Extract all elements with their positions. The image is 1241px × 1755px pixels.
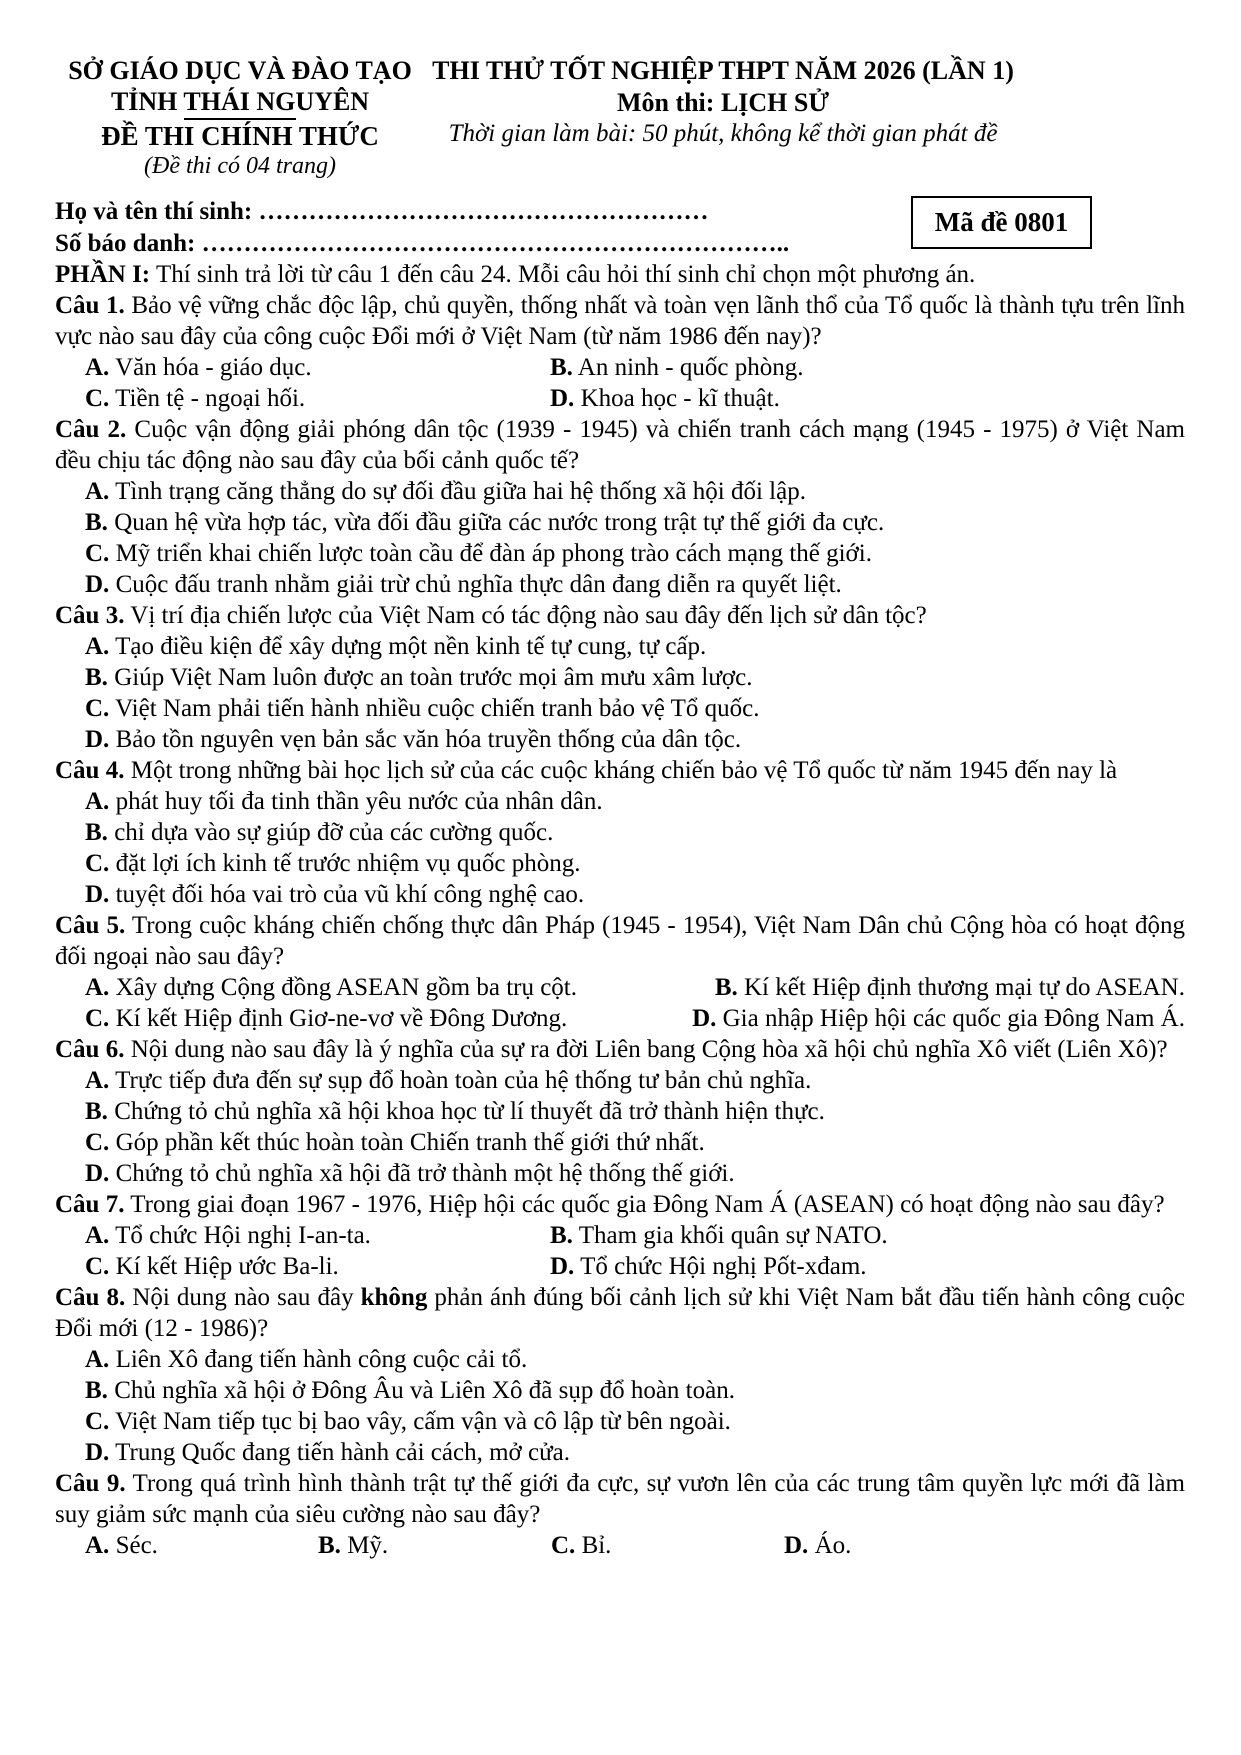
candidate-name-label: Họ và tên thí sinh: [55, 198, 253, 225]
question-7-option-C: C. Kí kết Hiệp ước Ba-li. [85, 1253, 339, 1280]
question-5-option-B: B. Kí kết Hiệp định thương mại tự do ASEAN. [714, 974, 1185, 1001]
question-2 [55, 414, 1185, 600]
question-3-option-D: D. Bảo tồn nguyên vẹn bản sắc văn hóa truyền thống của dân tộc. [85, 726, 742, 753]
question-1-option-B: B. An ninh - quốc phòng. [550, 354, 804, 381]
questions-list [55, 290, 1185, 1561]
subject-name: Môn thi: LỊCH SỬ [616, 88, 830, 117]
duration-note: Thời gian làm bài: 50 phút, không kể thời gian phát đề [448, 120, 998, 147]
candidate-id-blank: …………………………………………………………….. [195, 229, 790, 257]
question-8-option-B: B. Chủ nghĩa xã hội ở Đông Âu và Liên Xô đã sụp đổ hoàn toàn. [85, 1377, 735, 1404]
question-4-option-B: B. chỉ dựa vào sự giúp đỡ của các cường quốc. [85, 819, 554, 846]
exam-title-block [425, 54, 1015, 150]
question-9 [55, 1468, 1185, 1561]
question-6-text: Câu 6. Nội dung nào sau đây là ý nghĩa của sự ra đời Liên bang Cộng hòa xã hội chủ nghĩa Xô viết (Liên Xô)? [55, 1036, 1168, 1063]
question-2-option-C: C. Mỹ triển khai chiến lược toàn cầu để đàn áp phong trào cách mạng thế giới. [85, 540, 872, 567]
question-1-text: Câu 1. Bảo vệ vững chắc độc lập, chủ quyền, thống nhất và toàn vẹn lãnh thổ của Tổ quốc là thành tựu trên lĩnh vực nào sau đây của công cuộc Đổi mới ở Việt Nam (từ năm 1986 đến nay)? [55, 292, 1185, 350]
question-2-options [55, 476, 1185, 600]
question-5 [55, 910, 1185, 1034]
question-5-option-A: A. Xây dựng Cộng đồng ASEAN gồm ba trụ cột. [85, 974, 578, 1001]
exam-code-box [911, 196, 1092, 249]
question-3-option-B: B. Giúp Việt Nam luôn được an toàn trước mọi âm mưu xâm lược. [85, 664, 753, 691]
question-9-option-B: B. Mỹ. [318, 1532, 389, 1559]
issuing-authority-block [55, 54, 425, 182]
question-4-option-D: D. tuyệt đối hóa vai trò của vũ khí công nghệ cao. [85, 881, 585, 908]
question-7-option-A: A. Tổ chức Hội nghị I-an-ta. [85, 1222, 371, 1249]
pages-note: (Đề thi có 04 trang) [144, 153, 336, 179]
question-5-options [55, 972, 1185, 1034]
question-4-option-A: A. phát huy tối đa tinh thần yêu nước của nhân dân. [85, 788, 603, 815]
part1-instruction: Thí sinh trả lời từ câu 1 đến câu 24. Mỗi câu hỏi thí sinh chỉ chọn một phương án. [150, 261, 976, 288]
question-6-options [55, 1065, 1185, 1189]
question-6-option-C: C. Góp phần kết thúc hoàn toàn Chiến tranh thế giới thứ nhất. [85, 1129, 705, 1156]
question-9-option-D: D. Áo. [784, 1532, 852, 1559]
question-4-text: Câu 4. Một trong những bài học lịch sử của các cuộc kháng chiến bảo vệ Tổ quốc từ năm 1945 đến nay là [55, 757, 1118, 784]
question-5-text: Câu 5. Trong cuộc kháng chiến chống thực dân Pháp (1945 - 1954), Việt Nam Dân chủ Cộng hòa có hoạt động đối ngoại nào sau đây? [55, 912, 1185, 970]
question-5-options-row [55, 972, 1185, 1003]
part1-heading [55, 259, 1185, 290]
question-9-option-A: A. Séc. [85, 1532, 158, 1559]
question-6 [55, 1034, 1185, 1189]
question-3 [55, 600, 1185, 755]
official-exam-label: ĐỀ THI CHÍNH THỨC [101, 121, 379, 151]
exam-code-text: Mã đề 0801 [934, 207, 1069, 237]
question-9-options [55, 1530, 1185, 1561]
question-4-option-C: C. đặt lợi ích kinh tế trước nhiệm vụ quốc phòng. [85, 850, 581, 877]
question-6-option-D: D. Chứng tỏ chủ nghĩa xã hội đã trở thành một hệ thống thế giới. [85, 1160, 735, 1187]
question-1-options [55, 352, 1185, 414]
question-2-option-A: A. Tình trạng căng thẳng do sự đối đầu giữa hai hệ thống xã hội đối lập. [85, 478, 806, 505]
exam-title: THI THỬ TỐT NGHIỆP THPT NĂM 2026 (LẦN 1) [432, 56, 1014, 85]
candidate-name-blank: ……………………………………………… [252, 198, 709, 225]
province-name: TỈNH THÁI NGUYÊN [110, 87, 370, 116]
question-8-option-D: D. Trung Quốc đang tiến hành cải cách, mở cửa. [85, 1439, 570, 1466]
question-5-option-C: C. Kí kết Hiệp định Giơ-ne-vơ về Đông Dương. [85, 1005, 568, 1032]
question-1-option-C: C. Tiền tệ - ngoại hối. [85, 385, 306, 412]
part1-label: PHẦN I: [55, 261, 151, 288]
question-1-option-D: D. Khoa học - kĩ thuật. [550, 385, 780, 412]
question-1 [55, 290, 1185, 414]
question-9-option-C: C. Bỉ. [551, 1532, 612, 1559]
question-2-text: Câu 2. Cuộc vận động giải phóng dân tộc (1939 - 1945) và chiến tranh cách mạng (1945 - 1975) ở Việt Nam đều chịu tác động nào sau đây của bối cảnh quốc tế? [55, 416, 1185, 474]
question-8-text: Câu 8. Nội dung nào sau đây không phản ánh đúng bối cảnh lịch sử khi Việt Nam bắt đầu tiến hành công cuộc Đổi mới (12 - 1986)? [55, 1284, 1185, 1342]
question-4-options [55, 786, 1185, 910]
header-divider-rule [184, 118, 296, 120]
question-4 [55, 755, 1185, 910]
question-8-option-A: A. Liên Xô đang tiến hành công cuộc cải tổ. [85, 1346, 528, 1373]
exam-header [55, 54, 1185, 182]
question-6-option-A: A. Trực tiếp đưa đến sự sụp đổ hoàn toàn của hệ thống tư bản chủ nghĩa. [85, 1067, 812, 1094]
question-2-option-B: B. Quan hệ vừa hợp tác, vừa đối đầu giữa các nước trong trật tự thế giới đa cực. [85, 509, 885, 536]
question-5-option-D: D. Gia nhập Hiệp hội các quốc gia Đông Nam Á. [692, 1005, 1185, 1032]
question-7-text: Câu 7. Trong giai đoạn 1967 - 1976, Hiệp hội các quốc gia Đông Nam Á (ASEAN) có hoạt động nào sau đây? [55, 1191, 1165, 1218]
question-8-option-C: C. Việt Nam tiếp tục bị bao vây, cấm vận và cô lập từ bên ngoài. [85, 1408, 731, 1435]
question-9-text: Câu 9. Trong quá trình hình thành trật tự thế giới đa cực, sự vươn lên của các trung tâm quyền lực mới đã làm suy giảm sức mạnh của siêu cường nào sau đây? [55, 1470, 1185, 1528]
question-7-option-D: D. Tổ chức Hội nghị Pốt-xđam. [550, 1253, 867, 1280]
question-3-options [55, 631, 1185, 755]
department-name: SỞ GIÁO DỤC VÀ ĐÀO TẠO [68, 56, 412, 85]
question-5-options-row [55, 1003, 1185, 1034]
question-3-option-A: A. Tạo điều kiện để xây dựng một nền kinh tế tự cung, tự cấp. [85, 633, 707, 660]
question-7-option-B: B. Tham gia khối quân sự NATO. [550, 1222, 888, 1249]
candidate-id-label: Số báo danh: [55, 229, 196, 257]
question-7-options [55, 1220, 1185, 1282]
question-2-option-D: D. Cuộc đấu tranh nhằm giải trừ chủ nghĩa thực dân đang diễn ra quyết liệt. [85, 571, 842, 598]
question-8-options [55, 1344, 1185, 1468]
question-7 [55, 1189, 1185, 1282]
question-8 [55, 1282, 1185, 1468]
question-3-option-C: C. Việt Nam phải tiến hành nhiều cuộc chiến tranh bảo vệ Tổ quốc. [85, 695, 760, 722]
question-3-text: Câu 3. Vị trí địa chiến lược của Việt Nam có tác động nào sau đây đến lịch sử dân tộc? [55, 602, 927, 629]
question-6-option-B: B. Chứng tỏ chủ nghĩa xã hội khoa học từ lí thuyết đã trở thành hiện thực. [85, 1098, 825, 1125]
question-1-option-A: A. Văn hóa - giáo dục. [85, 354, 312, 381]
